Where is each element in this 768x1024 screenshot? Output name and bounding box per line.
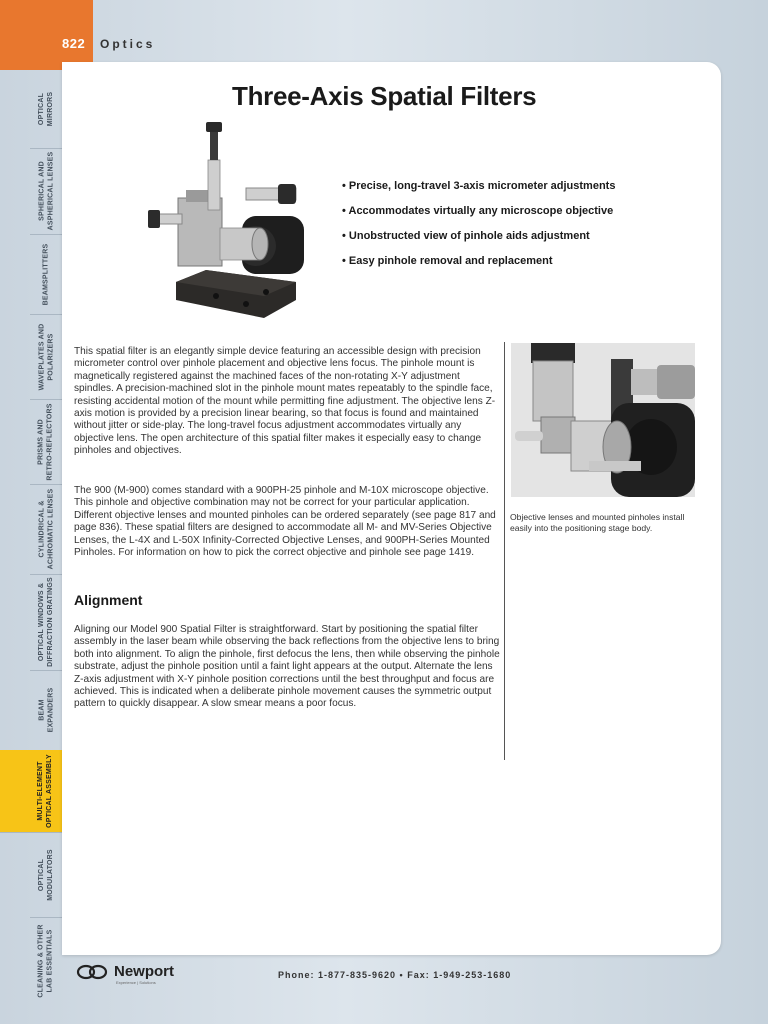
- tab-label: OPTICAL WINDOWS & DIFFRACTION GRATINGS: [38, 577, 54, 667]
- tab-label: OPTICAL MIRRORS: [38, 91, 54, 127]
- alignment-paragraph: [74, 624, 500, 711]
- section-title: Optics: [100, 37, 156, 51]
- contact-info: Phone: 1-877-835-9620 • Fax: 1-949-253-1680: [278, 970, 512, 980]
- tab-multi-element-assembly[interactable]: [0, 750, 62, 833]
- tab-optical-modulators[interactable]: [30, 832, 62, 918]
- spatial-filter-product-image: [146, 120, 306, 330]
- tab-label: MULTI-ELEMENT OPTICAL ASSEMBLY: [37, 754, 54, 828]
- tab-beam-expanders[interactable]: [30, 670, 62, 751]
- tab-optical-windows[interactable]: [30, 574, 62, 671]
- header-color-block: [0, 0, 93, 70]
- paragraph-text: The 900 (M-900) comes standard with a 900PH-25 pinhole and M-10X microscope objective. This pinhole and objective combination may not be correct for your particular application. Different objective lenses and mounted pinholes can be ordered separately (see page 817 and page 836). These spatial filters are designed to accommodate all M- and MV-Series Objective Lenses, the L-4X and L-50X Infinity-Corrected Objective Lenses, and 900PH-Series Mounted Pinholes. For information on how to pick the correct objective and pinhole see page 1419.: [74, 485, 496, 559]
- brand-tagline: Experience | Solutions: [116, 980, 156, 985]
- feature-item: • Easy pinhole removal and replacement: [342, 255, 553, 267]
- tab-label: BEAM EXPANDERS: [38, 687, 55, 733]
- tab-label: WAVEPLATES AND POLARIZERS: [38, 323, 54, 390]
- content-panel: [62, 62, 721, 955]
- intro-paragraph: [74, 346, 500, 458]
- tab-spherical-lenses[interactable]: [30, 148, 62, 235]
- sidebar-nav: [0, 70, 62, 1005]
- feature-item: • Unobstructed view of pinhole aids adjustment: [342, 230, 590, 242]
- paragraph-text: This spatial filter is an elegantly simple device featuring an accessible design with precision micrometer control over pinhole placement and objective lens focus. The pinhole mount is magnetically registered against the machined faces of the non-rotating X-Y adjustment spindles. A precision-machined slot in the pinhole mount mates repeatably to the spindle face, resisting accidental motion of the mount while permitting fine adjustment. The objective lens Z-axis motion is provided by a precision linear bearing, so that focus is found and maintained without jitter or side-play. The long-travel focus adjustment accommodates virtually any objective lens. The open architecture of this spatial filter makes it especially easy to change pinholes and objectives.: [74, 346, 496, 457]
- tab-label: OPTICAL MODULATORS: [38, 848, 54, 901]
- standard-config-paragraph: [74, 485, 500, 559]
- tab-cylindrical-lenses[interactable]: [30, 484, 62, 575]
- tab-beamsplitters[interactable]: [30, 234, 62, 315]
- feature-item: • Precise, long-travel 3-axis micrometer adjustments: [342, 180, 616, 192]
- feature-list: [342, 180, 615, 280]
- tab-label: BEAMSPLITTERS: [42, 243, 50, 305]
- column-divider: [504, 342, 505, 760]
- newport-logo-icon: [76, 964, 110, 980]
- paragraph-text: Aligning our Model 900 Spatial Filter is straightforward. Start by positioning the spatial filter assembly in the laser beam while observing the back reflections from the objective lens to bring both into alignment. To align the pinhole, first defocus the lens, then while observing the pinhole substrate, adjust the pinhole position until a faint light appears at the output. Alternate the lens Z-axis adjustment with X-Y pinhole position corrections until the best throughput and focus are achieved. This is indicated when a deliberate pinhole movement causes the symmetric output pattern to quickly disappear. A slow smear means a poor focus.: [74, 624, 500, 710]
- tab-prisms[interactable]: [30, 399, 62, 485]
- brand-name: Newport: [114, 963, 174, 980]
- tab-optical-mirrors[interactable]: [30, 70, 62, 149]
- newport-logo: [76, 963, 174, 980]
- page-number: 822: [62, 36, 86, 51]
- tab-waveplates[interactable]: [30, 314, 62, 400]
- tab-label: SPHERICAL AND ASPHERICAL LENSES: [38, 151, 55, 231]
- alignment-heading: Alignment: [74, 592, 143, 608]
- pinhole-closeup-photo: [511, 343, 695, 497]
- tab-label: CLEANING & OTHER LAB ESSENTIALS: [38, 924, 55, 998]
- tab-label: PRISMS AND RETRO-REFLECTORS: [38, 402, 55, 481]
- feature-item: • Accommodates virtually any microscope objective: [342, 205, 614, 217]
- tab-label: CYLINDRICAL & ACHROMATIC LENSES: [38, 488, 55, 570]
- page-title: Three-Axis Spatial Filters: [232, 81, 537, 111]
- photo-caption: Objective lenses and mounted pinholes install easily into the positioning stage body.: [510, 512, 685, 533]
- tab-cleaning-essentials[interactable]: [30, 917, 62, 1005]
